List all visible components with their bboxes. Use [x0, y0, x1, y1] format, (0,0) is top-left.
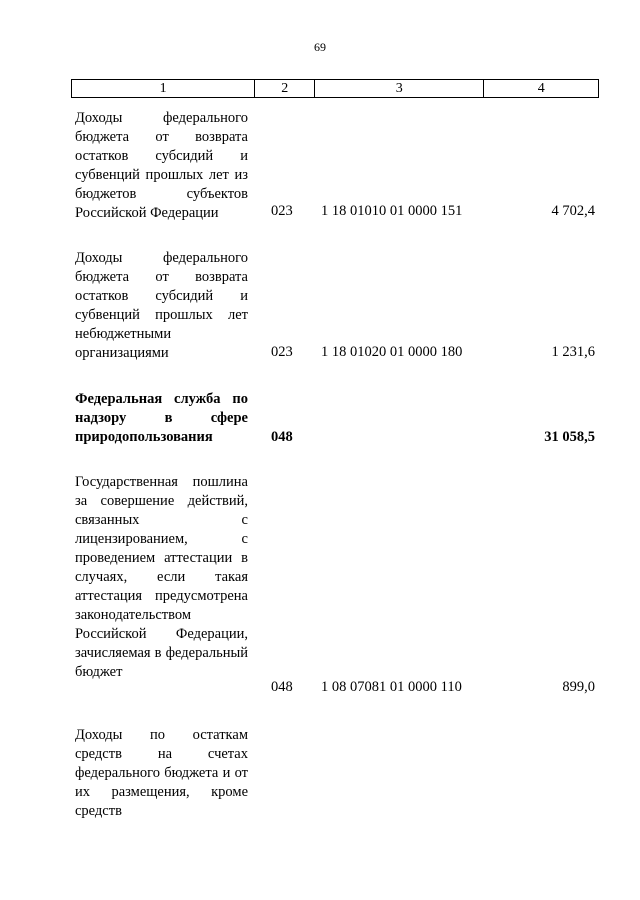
row-description: Доходы по остаткам средств на счетах федерального бюджета и от их размещения, кроме средств — [75, 727, 248, 819]
row-kbk: 1 08 07081 01 0000 110 — [321, 679, 462, 695]
table-row — [75, 249, 595, 364]
header-col-1: 1 — [72, 80, 255, 97]
table-header — [71, 79, 599, 98]
header-col-3: 3 — [315, 80, 484, 97]
row-description: Доходы федерального бюджета от возврата остатков субсидий и субвенций прошлых лет из бюджетов субъектов Российской Федерации — [75, 110, 248, 221]
row-kbk: 1 18 01020 01 0000 180 — [321, 344, 463, 360]
row-description: Доходы федерального бюджета от возврата остатков субсидий и субвенций прошлых лет небюджетными организациями — [75, 250, 248, 361]
row-description: Государственная пошлина за совершение действий, связанных с лицензированием, с проведением аттестации в случаях, если такая аттестация предусмотрена законодательством Российской Федерации, зачисляемая в федеральный бюджет — [75, 474, 248, 680]
table-row — [75, 390, 595, 450]
row-amount: 4 702,4 — [551, 203, 595, 219]
row-code: 048 — [271, 429, 293, 445]
row-code: 023 — [271, 344, 293, 360]
row-kbk: 1 18 01010 01 0000 151 — [321, 203, 463, 219]
page-number: 69 — [314, 40, 326, 54]
table-row — [75, 109, 595, 224]
row-code: 048 — [271, 679, 293, 695]
table-row — [75, 726, 595, 826]
row-amount: 1 231,6 — [551, 344, 595, 360]
header-col-4: 4 — [537, 81, 545, 96]
row-amount: 31 058,5 — [544, 429, 595, 445]
row-amount: 899,0 — [562, 679, 595, 695]
table-row — [75, 473, 595, 698]
row-description: Федеральная служба по надзору в сфере природопользования — [75, 391, 248, 445]
row-code: 023 — [271, 203, 293, 219]
header-col-2: 2 — [255, 80, 315, 97]
